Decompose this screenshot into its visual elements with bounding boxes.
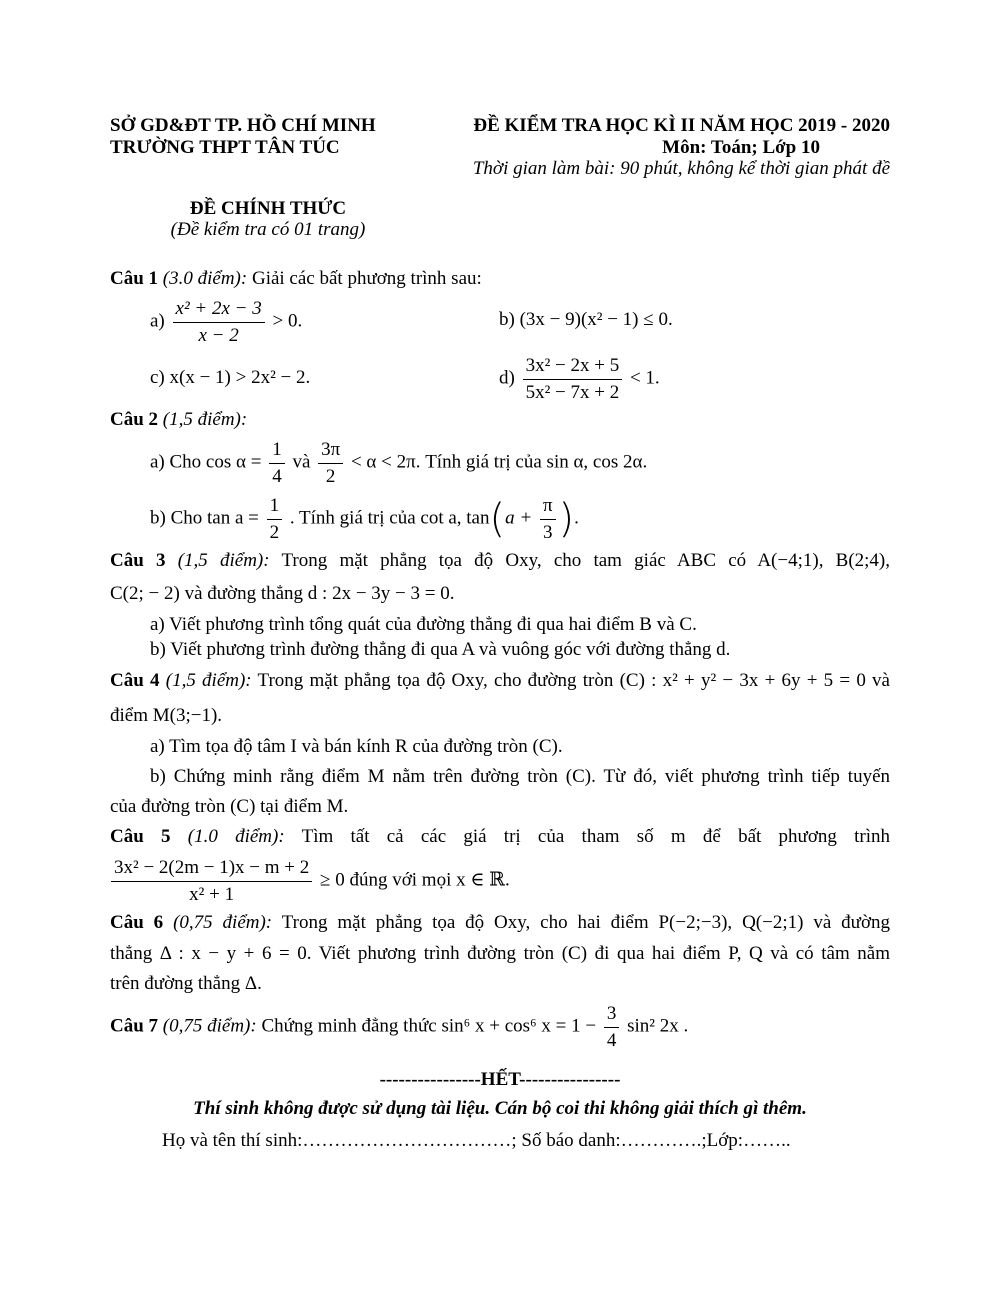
- question-4b-line1: b) Chứng minh rằng điểm M nằm trên đường tròn (C). Từ đó, viết phương trình tiếp tuyến: [150, 766, 890, 787]
- candidate-info-line: Họ và tên thí sinh:……………………………; Số báo danh:………….;Lớp:……..: [162, 1130, 791, 1151]
- question-5-expression: $\frac{\text{3x² − 2(2m − 1)x − m + 2}}{\text{x² + 1}}$ ≥ 0 đúng với mọi x ∈ ℝ.: [108, 855, 510, 907]
- school-name: TRƯỜNG THPT TÂN TÚC: [110, 137, 340, 158]
- question-1b: b) (3x − 9)(x² − 1) ≤ 0.: [499, 309, 673, 330]
- school-department: SỞ GD&ĐT TP. HỒ CHÍ MINH: [110, 115, 376, 136]
- question-2-header: Câu 2 (1,5 điểm):: [110, 409, 248, 430]
- end-marker: ----------------HẾT----------------: [379, 1069, 621, 1090]
- question-1-header: Câu 1 (3.0 điểm): Giải các bất phương trình sau:: [110, 268, 482, 289]
- question-6-line1: Câu 6 (0,75 điểm): Trong mặt phẳng tọa độ Oxy, cho hai điểm P(−2;−3), Q(−2;1) và đường: [110, 912, 890, 933]
- question-3-line2: C(2; − 2) và đường thẳng d : 2x − 3y − 3 = 0.: [110, 583, 455, 604]
- question-2a: a) Cho cos α = $\frac{1}{4}$ và $\frac{3\pi}{2}$ < α < 2π. Tính giá trị của sin α, cos 2α.: [150, 439, 648, 487]
- question-1a: a) $\frac{\text{x² + 2x − 3}}{x - 2}$ > 0.: [150, 298, 303, 346]
- exam-rules-note: Thí sinh không được sử dụng tài liệu. Cán bộ coi thi không giải thích gì thêm.: [193, 1098, 807, 1119]
- question-3-line1: Câu 3 (1,5 điểm): Trong mặt phẳng tọa độ Oxy, cho tam giác ABC có A(−4;1), B(2;4),: [110, 550, 891, 571]
- question-6-line3: trên đường thẳng Δ.: [110, 973, 262, 994]
- exam-duration: Thời gian làm bài: 90 phút, không kể thời gian phát đề: [472, 158, 890, 179]
- question-7: Câu 7 (0,75 điểm): Chứng minh đẳng thức sin⁶ x + cos⁶ x = 1 − $\frac{3}{4}$ sin² 2x .: [110, 1003, 689, 1051]
- question-1d: d) $\frac{\text{3x² − 2x + 5}}{\text{5x² − 7x + 2}}$ < 1.: [499, 355, 660, 403]
- question-4b-line2: của đường tròn (C) tại điểm M.: [110, 796, 349, 817]
- question-1c: c) x(x − 1) > 2x² − 2.: [150, 367, 311, 388]
- question-3a: a) Viết phương trình tổng quát của đường thẳng đi qua hai điểm B và C.: [150, 614, 697, 635]
- exam-subject: Môn: Toán; Lớp 10: [662, 137, 820, 158]
- question-2b: b) Cho tan a = $\frac{1}{2}$ . Tính giá trị của cot a, tan(a + $\frac{\pi}{3}$ ).: [150, 495, 579, 543]
- question-5-line1: Câu 5 (1.0 điểm): Tìm tất cả các giá trị của tham số m để bất phương trình: [110, 826, 890, 847]
- question-4-line1: Câu 4 (1,5 điểm): Trong mặt phẳng tọa độ Oxy, cho đường tròn (C) : x² + y² − 3x + 6y + 5 = 0 và: [110, 670, 890, 691]
- question-3b: b) Viết phương trình đường thẳng đi qua A và vuông góc với đường thẳng d.: [150, 639, 731, 660]
- exam-title: ĐỀ KIỂM TRA HỌC KÌ II NĂM HỌC 2019 - 2020: [473, 115, 890, 136]
- question-4-line2: điểm M(3;−1).: [110, 705, 223, 726]
- official-label: ĐỀ CHÍNH THỨC: [189, 198, 347, 219]
- question-6-line2: thẳng Δ : x − y + 6 = 0. Viết phương trình đường tròn (C) đi qua hai điểm P, Q và có tâm nằm: [110, 943, 890, 964]
- question-4a: a) Tìm tọa độ tâm I và bán kính R của đường tròn (C).: [150, 736, 563, 757]
- pages-note: (Đề kiểm tra có 01 trang): [170, 219, 366, 240]
